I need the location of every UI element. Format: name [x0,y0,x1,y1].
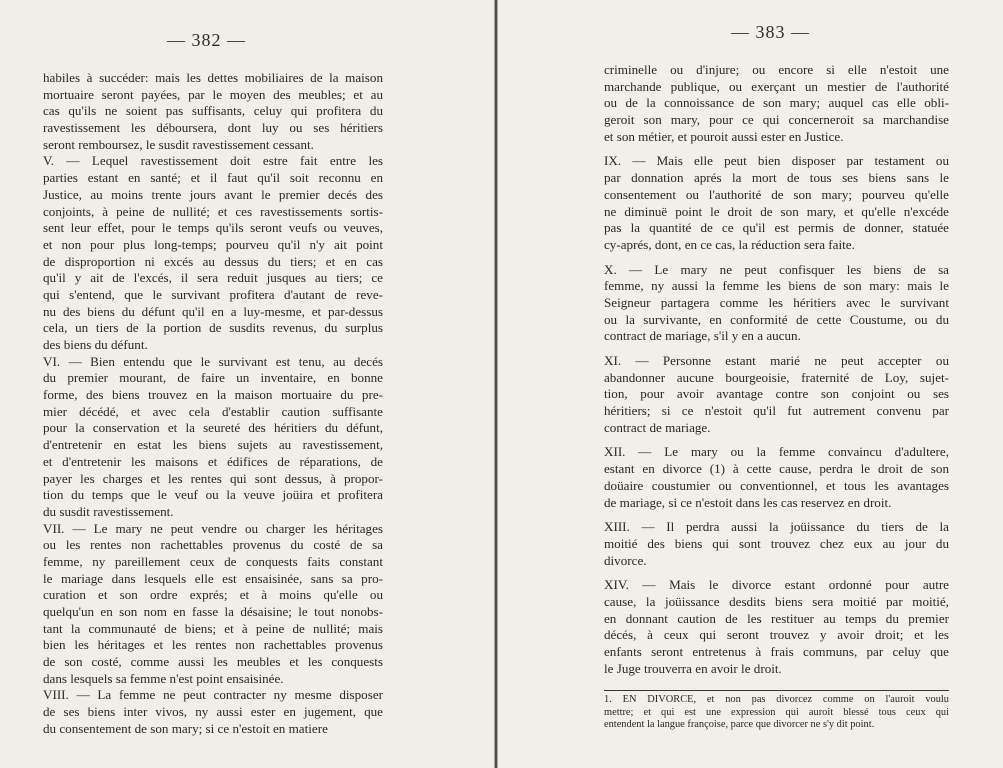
paragraph-gap [604,511,949,519]
text-line: entendent la langue françoise, parce que divorcer ne s'y dit point. [604,719,875,730]
text-line: XII. — Le mary ou la femme convaincu d'adultere, [604,444,949,460]
text-line: XIII. — Il perdra aussi la joüissance du tiers de la [604,519,949,535]
text-line: Justice, au moins trente jours avant le premier decés des [43,186,383,202]
paragraph [604,577,949,677]
text-line: 1. EN DIVORCE, et non pas divorcez comme on l'auroit voulu [604,694,949,705]
text-line: VII. — Le mary ne peut vendre ou charger les héritages [43,520,383,536]
text-line: sent leur effet, pour le temps qu'ils seront veufs ou veuves, [43,220,383,236]
paragraph-gap [604,569,949,577]
text-line: Seigneur partagera comme les héritiers avec le survivant [604,294,949,310]
text-line: abandonner aucune bourgeoisie, fraternité de Loy, sujet- [604,369,949,385]
text-line: ou les rentes non rachettables provenus du costé de sa [43,537,383,553]
text-line: décés, à ceux qui seront trouvez y avoir droit; et les [604,627,949,643]
text-line: héritiers; si ce n'estoit qu'il fut autrement convenu par [604,403,949,419]
text-line: ou de la connoissance de son mary; auquel cas elle obli- [604,95,949,111]
text-line: ne diminuë point le droit de son mary, et qu'elle n'excéde [604,203,949,219]
text-line: pas la quantité de ce qu'il est permis de donner, statuée [604,220,949,236]
text-line: de ses biens inter vivos, ny aussi ester en jugement, que [43,704,383,720]
text-line: cas qu'ils ne soient pas suffisants, celuy qui profitera du [43,103,383,119]
text-line: forme, des biens trouvez en la maison mortuaire du pre- [43,387,383,403]
text-line: et non pour plus long-temps; pourveu qu'il n'y ait point [43,236,383,252]
text-line: estant en divorce (1) à cette cause, perdra le droit de son [604,461,949,477]
text-line: ou la survivante, en conformité de cette Coustume, ou du [604,311,949,327]
text-line: nu des biens du défunt qu'il en a luy-mesme, et par-dessus [43,303,383,319]
footnote [604,694,949,732]
page-number-right: — 383 — [731,22,810,42]
text-line: et son métier, et pouroit aussi ester en Justice. [604,128,844,144]
page-number-left: — 382 — [167,30,246,50]
text-line: du premier mourant, de faire un inventaire, en bonne [43,370,383,386]
text-line: contract de mariage, s'il y en a aucun. [604,328,801,344]
text-line: VIII. — La femme ne peut contracter ny mesme disposer [43,687,383,703]
text-line: bien les héritages et les rentes non rachettables provenus [43,637,383,653]
text-line: ravestissement les déboursera, dont luy ou ses héritiers [43,120,383,136]
text-line: doüaire coustumier ou conventionnel, et tous les avantages [604,477,949,493]
right-page-text [604,62,949,677]
paragraph-gap [604,254,949,262]
text-line: moitié des biens qui sont trouvez chez eux au jour du [604,535,949,551]
paragraph [604,444,949,511]
text-line: habiles à succéder: mais les dettes mobiliaires de la maison [43,70,383,85]
text-line: du susdit ravestissement. [43,503,174,519]
text-line: des biens du défunt. [43,337,148,352]
text-line: femme, ny aussi la femme les biens de son mary: mais le [604,278,949,294]
text-line: XI. — Personne estant marié ne peut accepter ou [604,353,949,368]
text-line: qu'il y ait de l'excés, il sera reduit jusques au tiers; ce [43,270,383,286]
right-page [498,0,1003,768]
text-line: en donnant caution de les restituer au temps du premier [604,610,949,626]
text-line: XIV. — Mais le divorce estant ordonné pour autre [604,577,949,593]
text-line: conjoints, à peine de nullité; et ces ravestissements sortis- [43,203,383,219]
text-line: V. — Lequel ravestissement doit estre fait entre les [43,153,383,169]
text-line: enfants seront entretenus à frais communs, par celuy que [604,644,949,659]
text-line: marchande publique, ou exerçant un mestier de l'authorité [604,78,949,94]
text-line: tant la communauté de biens; et à peine de nullité; mais [43,620,383,636]
paragraph-gap [604,345,949,353]
text-line: contract de mariage. [604,419,711,435]
text-line: divorce. [604,552,647,568]
text-line: parties estant en santé; et il faut qu'il soit reconnu en [43,170,383,186]
paragraph [604,519,949,569]
text-line: dans lesquels sa femme n'est point ensaisinée. [43,670,284,686]
text-line: IX. — Mais elle peut bien disposer par testament ou [604,153,949,169]
text-line: par donnation aprés la mort de tous ses biens sans le [604,170,949,186]
text-line: seront remboursez, le susdit ravestissement cessant. [43,136,314,152]
text-line: le Juge trouverra en avoir le droit. [604,660,782,676]
text-line: pour la conservation et la seureté des héritiers du défunt, [43,420,383,436]
paragraph [604,153,949,253]
text-line: qui s'entend, que le survivant profitera d'autant de reve- [43,286,383,302]
paragraph [604,62,949,145]
paragraph [604,353,949,436]
text-line: du consentement de son mary; si ce n'estoit en matiere [43,720,328,736]
text-line: X. — Le mary ne peut confisquer les biens de sa [604,261,949,277]
paragraph-gap [604,436,949,444]
text-line: geroit son mary, pour ce qui concerneroit sa marchandise [604,112,949,128]
text-line: mortuaire seront payées, par le moyen des meubles; et au [43,86,383,102]
text-line: le mariage dans lesquels elle est ensaisinée, sans sa pro- [43,570,383,586]
text-line: payer les charges et les rentes qui sont dessus, à propor- [43,470,383,486]
text-line: cause, la joüissance desdits biens sera moitié par moitié, [604,593,949,609]
left-page [0,0,494,768]
text-line: et d'entretenir les maisons et édifices de réparations, de [43,453,383,469]
text-line: d'entretenir en estat les biens sujets au ravestissement, [43,437,383,453]
text-line: cy-aprés, dont, en ce cas, la réduction sera faite. [604,236,855,252]
text-line: quelqu'un en son nom en fasse la désaisine; le tout nonobs- [43,604,383,619]
text-line: consentement ou l'authorité de son mary; pourveu qu'elle [604,186,949,202]
text-line: mier décédé, et avec cela d'establir caution suffisante [43,403,383,419]
text-line: tion, pour avoir avantage contre son conjoint ou ses [604,386,949,402]
text-line: cela, un tiers de la portion de susdits revenus, du surplus [43,320,383,336]
left-page-text [43,70,383,738]
text-line: de son costé, comme aussi les meubles et les conquests [43,654,383,670]
text-line: criminelle ou d'injure; ou encore si elle n'estoit une [604,62,949,77]
text-line: mettre; et qui est une expression qui auroit blessé tous ceux qui [604,706,949,718]
text-line: de mariage, si ce n'estoit dans les cas reservez en droit. [604,494,892,510]
text-line: tion du temps que le veuf ou la veuve joüira et profitera [43,487,383,503]
footnote-rule [604,690,949,691]
text-line: femme, ny pareillement ceux de conquests faits constant [43,553,383,569]
text-line: VI. — Bien entendu que le survivant est tenu, au decés [43,353,383,369]
text-line: de disproportion ni excés au dessus du tiers; et en cas [43,253,383,269]
paragraph-gap [604,145,949,153]
paragraph [604,262,949,345]
text-line: curation et son ordre exprés; et à moins qu'elle ou [43,587,383,603]
